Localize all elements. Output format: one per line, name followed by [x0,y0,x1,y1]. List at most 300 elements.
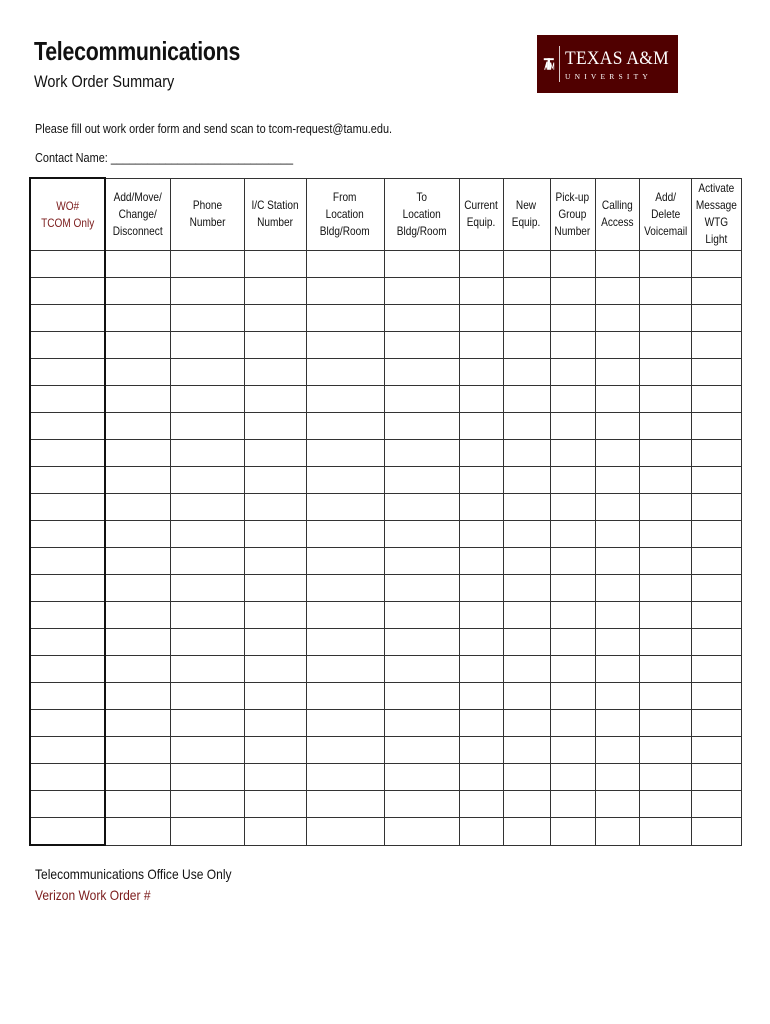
table-cell[interactable] [105,494,170,521]
table-cell[interactable] [30,494,105,521]
table-cell[interactable] [550,413,595,440]
table-cell[interactable] [384,683,459,710]
table-cell[interactable] [595,629,639,656]
table-cell[interactable] [691,305,741,332]
table-cell[interactable] [550,467,595,494]
table-cell[interactable] [30,548,105,575]
table-cell[interactable] [459,683,503,710]
table-cell[interactable] [550,710,595,737]
table-cell[interactable] [30,683,105,710]
table-cell[interactable] [244,764,306,791]
table-cell[interactable] [105,737,170,764]
table-cell[interactable] [244,332,306,359]
table-row [30,251,741,278]
table-cell[interactable] [595,494,639,521]
table-cell[interactable] [691,548,741,575]
table-cell[interactable] [244,602,306,629]
table-cell[interactable] [105,278,170,305]
table-cell[interactable] [459,386,503,413]
table-cell[interactable] [170,737,244,764]
column-header-label: Add/ Delete Voicemail [643,189,687,238]
table-cell[interactable] [306,656,384,683]
table-cell[interactable] [384,251,459,278]
table-cell[interactable] [170,548,244,575]
table-cell[interactable] [170,683,244,710]
table-cell[interactable] [30,278,105,305]
table-cell[interactable] [105,521,170,548]
table-cell[interactable] [503,683,550,710]
table-cell[interactable] [503,332,550,359]
table-cell[interactable] [639,818,691,846]
table-cell[interactable] [691,521,741,548]
table-cell[interactable] [595,548,639,575]
table-cell[interactable] [244,575,306,602]
table-cell[interactable] [384,764,459,791]
table-cell[interactable] [30,332,105,359]
table-cell[interactable] [691,602,741,629]
table-cell[interactable] [170,602,244,629]
table-cell[interactable] [30,413,105,440]
table-cell[interactable] [691,359,741,386]
table-cell[interactable] [595,602,639,629]
table-cell[interactable] [503,359,550,386]
contact-name-field[interactable]: Contact Name: ______________________________ [35,150,294,165]
logo-name: TEXAS A&M [564,47,669,69]
table-cell[interactable] [244,683,306,710]
column-header [306,178,384,251]
table-cell[interactable] [105,710,170,737]
table-cell[interactable] [170,494,244,521]
table-cell[interactable] [459,440,503,467]
table-cell[interactable] [595,683,639,710]
table-cell[interactable] [691,413,741,440]
table-cell[interactable] [503,413,550,440]
table-cell[interactable] [306,278,384,305]
column-header [459,178,503,251]
table-cell[interactable] [306,305,384,332]
table-cell[interactable] [550,602,595,629]
table-cell[interactable] [384,494,459,521]
table-cell[interactable] [306,683,384,710]
table-cell[interactable] [105,818,170,846]
table-cell[interactable] [306,629,384,656]
table-cell[interactable] [105,332,170,359]
table-cell[interactable] [384,305,459,332]
table-cell[interactable] [503,602,550,629]
table-cell[interactable] [30,440,105,467]
table-cell[interactable] [244,656,306,683]
table-cell[interactable] [306,521,384,548]
table-cell[interactable] [459,332,503,359]
table-cell[interactable] [244,521,306,548]
column-header-label: Add/Move/ Change/ Disconnect [112,189,163,238]
table-row [30,764,741,791]
table-cell[interactable] [244,710,306,737]
table-cell[interactable] [384,656,459,683]
table-cell[interactable] [384,575,459,602]
table-cell[interactable] [384,440,459,467]
table-cell[interactable] [384,332,459,359]
table-cell[interactable] [244,359,306,386]
table-cell[interactable] [595,521,639,548]
table-cell[interactable] [244,413,306,440]
table-cell[interactable] [639,683,691,710]
table-cell[interactable] [459,305,503,332]
table-cell[interactable] [459,251,503,278]
table-cell[interactable] [170,440,244,467]
table-cell[interactable] [639,440,691,467]
table-cell[interactable] [459,278,503,305]
column-header-label: New Equip. [512,198,541,230]
table-cell[interactable] [550,251,595,278]
table-cell[interactable] [244,548,306,575]
table-cell[interactable] [170,332,244,359]
table-cell[interactable] [550,629,595,656]
table-cell[interactable] [244,251,306,278]
table-cell[interactable] [30,467,105,494]
table-cell[interactable] [639,575,691,602]
table-cell[interactable] [639,359,691,386]
table-cell[interactable] [691,683,741,710]
table-cell[interactable] [459,818,503,846]
table-cell[interactable] [691,494,741,521]
table-cell[interactable] [306,737,384,764]
table-cell[interactable] [550,656,595,683]
table-cell[interactable] [105,764,170,791]
table-cell[interactable] [639,521,691,548]
table-cell[interactable] [105,629,170,656]
table-cell[interactable] [30,575,105,602]
table-cell[interactable] [459,791,503,818]
table-cell[interactable] [639,764,691,791]
table-row [30,683,741,710]
table-cell[interactable] [170,791,244,818]
table-cell[interactable] [30,791,105,818]
table-cell[interactable] [595,710,639,737]
table-cell[interactable] [30,656,105,683]
table-cell[interactable] [595,251,639,278]
column-header-label: Pick-up Group Number [554,189,591,238]
table-cell[interactable] [170,764,244,791]
table-cell[interactable] [30,629,105,656]
table-cell[interactable] [306,764,384,791]
table-cell[interactable] [384,548,459,575]
table-cell[interactable] [503,278,550,305]
table-cell[interactable] [170,629,244,656]
table-cell[interactable] [459,359,503,386]
table-cell[interactable] [550,494,595,521]
table-cell[interactable] [459,575,503,602]
table-row [30,818,741,846]
table-cell[interactable] [550,818,595,846]
verizon-work-order-label: Verizon Work Order # [35,887,151,903]
table-cell[interactable] [384,629,459,656]
table-cell[interactable] [691,818,741,846]
table-cell[interactable] [639,791,691,818]
table-cell[interactable] [503,575,550,602]
table-cell[interactable] [595,467,639,494]
table-cell[interactable] [30,737,105,764]
table-cell[interactable] [306,548,384,575]
table-cell[interactable] [639,656,691,683]
table-cell[interactable] [30,359,105,386]
table-cell[interactable] [170,656,244,683]
table-cell[interactable] [503,440,550,467]
table-cell[interactable] [105,251,170,278]
table-cell[interactable] [459,413,503,440]
table-cell[interactable] [503,791,550,818]
table-row [30,413,741,440]
table-cell[interactable] [639,602,691,629]
table-cell[interactable] [639,494,691,521]
table-cell[interactable] [306,602,384,629]
table-cell[interactable] [691,386,741,413]
table-cell[interactable] [503,737,550,764]
table-cell[interactable] [384,278,459,305]
table-cell[interactable] [170,359,244,386]
table-cell[interactable] [30,818,105,846]
table-row [30,305,741,332]
table-cell[interactable] [384,710,459,737]
column-header-label: WO# TCOM Only [40,198,95,230]
table-cell[interactable] [503,494,550,521]
table-cell[interactable] [306,710,384,737]
table-cell[interactable] [244,467,306,494]
table-cell[interactable] [384,737,459,764]
table-cell[interactable] [170,521,244,548]
table-cell[interactable] [503,656,550,683]
table-cell[interactable] [30,251,105,278]
instructions-text: Please fill out work order form and send scan to tcom-request@tamu.edu. [35,121,393,136]
table-cell[interactable] [595,818,639,846]
table-body [30,251,741,846]
table-cell[interactable] [170,710,244,737]
table-cell[interactable] [639,386,691,413]
table-cell[interactable] [459,494,503,521]
table-cell[interactable] [503,764,550,791]
table-cell[interactable] [244,818,306,846]
table-cell[interactable] [691,629,741,656]
table-cell[interactable] [595,359,639,386]
table-cell[interactable] [550,440,595,467]
table-cell[interactable] [306,575,384,602]
table-row [30,278,741,305]
table-cell[interactable] [639,278,691,305]
table-cell[interactable] [105,305,170,332]
table-cell[interactable] [639,737,691,764]
table-cell[interactable] [459,656,503,683]
table-cell[interactable] [503,386,550,413]
table-cell[interactable] [639,305,691,332]
table-cell[interactable] [384,818,459,846]
table-cell[interactable] [244,629,306,656]
table-cell[interactable] [244,278,306,305]
table-cell[interactable] [639,548,691,575]
atm-logo-icon [543,46,555,82]
table-cell[interactable] [30,521,105,548]
table-cell[interactable] [30,764,105,791]
table-cell[interactable] [595,764,639,791]
table-cell[interactable] [105,791,170,818]
table-cell[interactable] [384,413,459,440]
table-cell[interactable] [306,791,384,818]
table-cell[interactable] [384,467,459,494]
table-cell[interactable] [550,548,595,575]
table-cell[interactable] [595,332,639,359]
table-cell[interactable] [244,494,306,521]
table-cell[interactable] [30,305,105,332]
table-cell[interactable] [459,602,503,629]
table-cell[interactable] [595,413,639,440]
table-cell[interactable] [459,548,503,575]
table-cell[interactable] [639,629,691,656]
table-row [30,656,741,683]
table-row [30,359,741,386]
table-cell[interactable] [595,278,639,305]
table-cell[interactable] [170,386,244,413]
table-cell[interactable] [550,521,595,548]
table-cell[interactable] [384,359,459,386]
table-cell[interactable] [105,683,170,710]
table-cell[interactable] [550,737,595,764]
table-cell[interactable] [691,737,741,764]
table-cell[interactable] [170,575,244,602]
table-cell[interactable] [170,467,244,494]
column-header-label: To Location Bldg/Room [396,189,447,238]
table-cell[interactable] [384,602,459,629]
table-cell[interactable] [639,467,691,494]
table-cell[interactable] [30,602,105,629]
table-cell[interactable] [595,575,639,602]
table-cell[interactable] [550,278,595,305]
table-cell[interactable] [595,305,639,332]
column-header [639,178,691,251]
table-cell[interactable] [639,413,691,440]
table-cell[interactable] [503,251,550,278]
table-cell[interactable] [691,764,741,791]
table-cell[interactable] [459,629,503,656]
table-cell[interactable] [639,710,691,737]
table-cell[interactable] [170,305,244,332]
table-cell[interactable] [550,575,595,602]
table-cell[interactable] [595,386,639,413]
table-cell[interactable] [503,467,550,494]
table-cell[interactable] [105,413,170,440]
table-cell[interactable] [170,818,244,846]
table-cell[interactable] [459,737,503,764]
table-cell[interactable] [105,359,170,386]
table-cell[interactable] [170,413,244,440]
table-cell[interactable] [691,278,741,305]
table-cell[interactable] [170,278,244,305]
table-cell[interactable] [595,737,639,764]
table-row [30,467,741,494]
table-cell[interactable] [384,791,459,818]
table-cell[interactable] [306,332,384,359]
table-cell[interactable] [30,386,105,413]
table-cell[interactable] [503,548,550,575]
table-cell[interactable] [306,494,384,521]
table-cell[interactable] [691,332,741,359]
table-cell[interactable] [105,467,170,494]
table-cell[interactable] [244,386,306,413]
table-cell[interactable] [550,791,595,818]
table-cell[interactable] [244,440,306,467]
table-cell[interactable] [550,305,595,332]
table-cell[interactable] [244,737,306,764]
table-cell[interactable] [550,386,595,413]
table-cell[interactable] [691,467,741,494]
table-cell[interactable] [691,251,741,278]
table-cell[interactable] [691,710,741,737]
table-cell[interactable] [459,521,503,548]
table-cell[interactable] [691,791,741,818]
table-cell[interactable] [639,332,691,359]
table-cell[interactable] [306,818,384,846]
column-header [595,178,639,251]
table-cell[interactable] [595,440,639,467]
table-cell[interactable] [459,710,503,737]
column-header-label: Calling Access [600,198,634,230]
table-row [30,710,741,737]
table-cell[interactable] [306,440,384,467]
table-cell[interactable] [306,413,384,440]
table-cell[interactable] [595,656,639,683]
table-row [30,440,741,467]
table-cell[interactable] [170,251,244,278]
table-cell[interactable] [105,656,170,683]
table-cell[interactable] [105,575,170,602]
table-cell[interactable] [550,332,595,359]
table-cell[interactable] [105,386,170,413]
table-cell[interactable] [306,386,384,413]
table-cell[interactable] [105,602,170,629]
table-cell[interactable] [550,683,595,710]
column-header [244,178,306,251]
university-logo [537,35,678,93]
table-cell[interactable] [306,359,384,386]
table-cell[interactable] [503,629,550,656]
table-cell[interactable] [105,548,170,575]
table-cell[interactable] [30,710,105,737]
table-cell[interactable] [105,440,170,467]
table-cell[interactable] [459,467,503,494]
table-cell[interactable] [459,764,503,791]
table-cell[interactable] [691,440,741,467]
table-cell[interactable] [691,656,741,683]
table-row [30,629,741,656]
table-cell[interactable] [550,359,595,386]
table-cell[interactable] [691,575,741,602]
table-cell[interactable] [595,791,639,818]
table-cell[interactable] [503,305,550,332]
table-cell[interactable] [503,818,550,846]
column-header [691,178,741,251]
table-cell[interactable] [384,386,459,413]
table-cell[interactable] [306,251,384,278]
table-cell[interactable] [244,305,306,332]
table-cell[interactable] [639,251,691,278]
table-row [30,737,741,764]
page-title: Telecommunications [34,36,241,66]
column-header [503,178,550,251]
table-cell[interactable] [244,791,306,818]
table-cell[interactable] [550,764,595,791]
table-cell[interactable] [503,710,550,737]
table-cell[interactable] [503,521,550,548]
table-cell[interactable] [384,521,459,548]
table-cell[interactable] [306,467,384,494]
